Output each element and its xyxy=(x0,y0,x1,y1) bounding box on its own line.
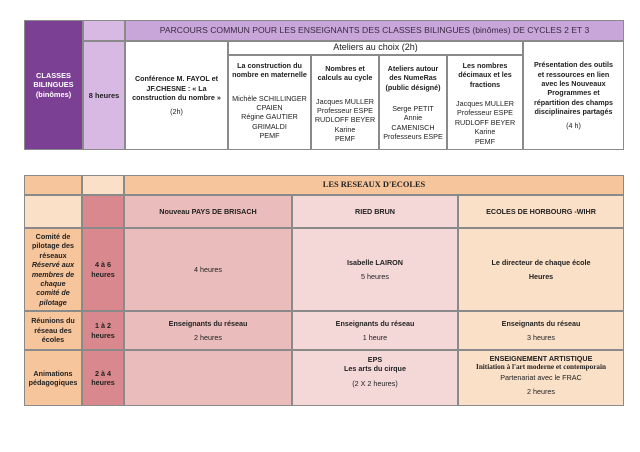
column-head-horbourg: ECOLES DE HORBOURG -WIHR xyxy=(458,195,624,228)
hours-column-head xyxy=(82,195,124,228)
table-cell: ENSEIGNEMENT ARTISTIQUE Initiation à l'art moderne et contemporain Partenariat avec le FRAC 2 heures xyxy=(458,350,624,406)
row-hours: 1 à 2 heures xyxy=(82,311,124,350)
parcours-title: PARCOURS COMMUN POUR LES ENSEIGNANTS DES CLASSES BILINGUES (binômes) DE CYCLES 2 ET 3 xyxy=(125,20,624,41)
classes-bilingues-cell: CLASSES BILINGUES (binômes) xyxy=(24,20,83,150)
table-cell: Enseignants du réseau 1 heure xyxy=(292,311,458,350)
corner-cell xyxy=(82,175,124,195)
table-cell: Enseignants du réseau 3 heures xyxy=(458,311,624,350)
presentation-cell: Présentation des outils et ressources en lien avec les Nouveaux Programmes et répartition des champs disciplinaires partagés (4 h) xyxy=(523,41,624,150)
hours-cell: 8 heures xyxy=(83,41,125,150)
corner-cell xyxy=(24,175,82,195)
atelier-cell: Les nombres décimaux et les fractions Jacques MULLER Professeur ESPE RUDLOFF BEYER Karine PEMF xyxy=(447,55,523,150)
row-hours: 2 à 4 heures xyxy=(82,350,124,406)
row-label-reunions: Réunions du réseau des écoles xyxy=(24,311,82,350)
row-label-comite: Comité de pilotage des réseaux Réservé aux membres de chaque comité de pilotage xyxy=(24,228,82,311)
corner-cell xyxy=(24,195,82,228)
ateliers-header: Ateliers au choix (2h) xyxy=(228,41,523,55)
table-cell: Enseignants du réseau 2 heures xyxy=(124,311,292,350)
atelier-cell: La construction du nombre en maternelle Michèle SCHILLINGER CPAIEN Régine GAUTIER GRIMALDI PEMF xyxy=(228,55,311,150)
column-head-ried-brun: RIED BRUN xyxy=(292,195,458,228)
table-cell: Le directeur de chaque école Heures xyxy=(458,228,624,311)
conference-cell: Conférence M. FAYOL et JF.CHESNE : « La construction du nombre » (2h) xyxy=(125,41,228,150)
column-head-brisach: Nouveau PAYS DE BRISACH xyxy=(124,195,292,228)
table-cell: Isabelle LAIRON 5 heures xyxy=(292,228,458,311)
reseaux-title: LES RESEAUX D'ECOLES xyxy=(124,175,624,195)
hours-top-spacer xyxy=(83,20,125,41)
atelier-cell: Nombres et calculs au cycle Jacques MULLER Professeur ESPE RUDLOFF BEYER Karine PEMF xyxy=(311,55,379,150)
table-cell: EPS Les arts du cirque (2 X 2 heures) xyxy=(292,350,458,406)
table-cell xyxy=(124,350,292,406)
row-label-animations: Animations pédagogiques xyxy=(24,350,82,406)
table-cell: 4 heures xyxy=(124,228,292,311)
atelier-cell: Ateliers autour des NumeRas (public désigné) Serge PETIT Annie CAMENISCH Professeurs ESPE xyxy=(379,55,447,150)
row-hours: 4 à 6 heures xyxy=(82,228,124,311)
